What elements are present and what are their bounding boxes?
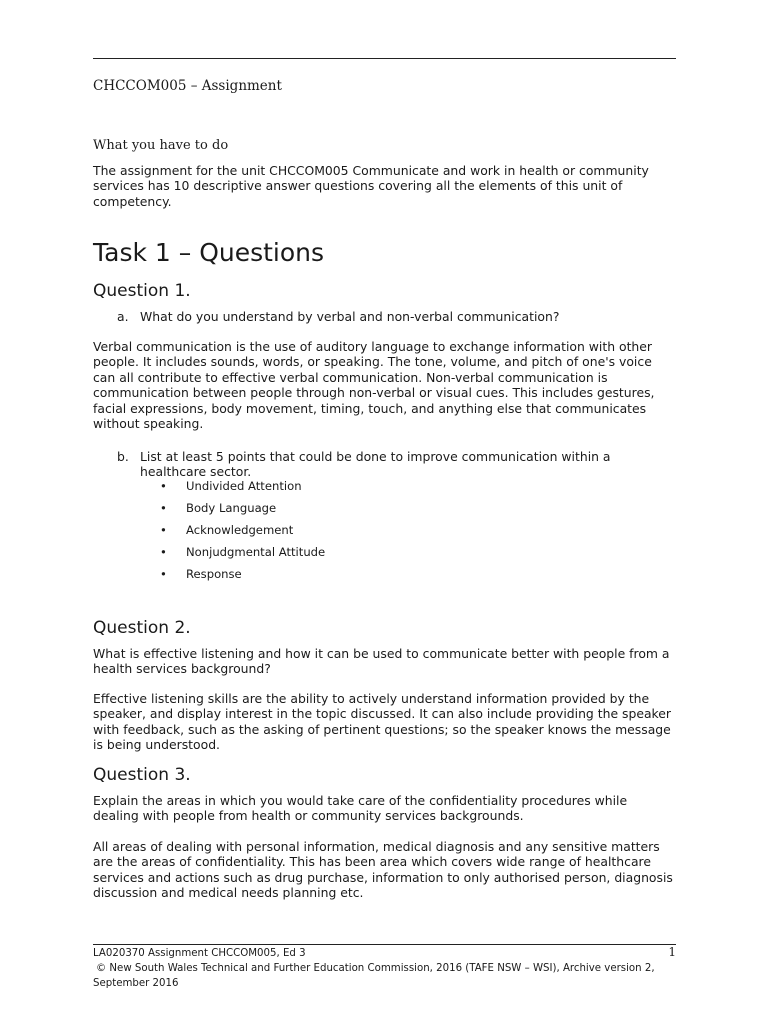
question-3-title: Question 3. [93, 765, 191, 785]
list-item-label: Undivided Attention [186, 479, 302, 493]
list-item [160, 479, 302, 494]
task-title: Task 1 – Questions [93, 238, 325, 267]
question-3-text: Explain the areas in which you would take care of the confidentiality procedures while dealing with people from health or community services backgrounds. [93, 793, 628, 824]
bullet-icon: • [160, 545, 167, 559]
list-item-label: Acknowledgement [186, 523, 294, 537]
list-item [160, 523, 293, 538]
footer-rule [93, 944, 676, 945]
list-item [160, 545, 325, 560]
question-1a-answer: Verbal communication is the use of auditory language to exchange information with other people. It includes sounds, words, or speaking. The tone, volume, and pitch of one's voice can all contribute to effective verbal communication. Non-verbal communication is communication between people through non-verbal or visual cues. This includes gestures, facial expressions, body movement, timing, touch, and anything else that communicates without speaking. [93, 339, 655, 432]
intro-paragraph: The assignment for the unit CHCCOM005 Communicate and work in health or community services has 10 descriptive answer questions covering all the elements of this unit of competency. [93, 163, 649, 209]
bullet-icon: • [160, 567, 167, 581]
question-1b-marker: b. [117, 449, 129, 464]
page-number: 1 [668, 945, 676, 959]
intro-heading: What you have to do [93, 138, 229, 153]
question-1b-text: List at least 5 points that could be done to improve communication within a healthcare sector. [140, 449, 611, 480]
list-item-label: Body Language [186, 501, 277, 515]
list-item-label: Nonjudgmental Attitude [186, 545, 326, 559]
question-1-title: Question 1. [93, 281, 191, 301]
question-3-answer: All areas of dealing with personal information, medical diagnosis and any sensitive matters are the areas of confidentiality. This has been area which covers wide range of healthcare services and actions such as drug purchase, information to only authorised person, diagnosis discussion and medical needs planning etc. [93, 839, 673, 901]
footer-doc-reference: LA020370 Assignment CHCCOM005, Ed 3 [93, 948, 306, 959]
question-2-text: What is effective listening and how it can be used to communicate better with people from a health services background? [93, 646, 670, 677]
question-2-title: Question 2. [93, 618, 191, 638]
list-item-label: Response [186, 567, 242, 581]
question-1a-marker: a. [117, 309, 129, 324]
document-header-title: CHCCOM005 – Assignment [93, 78, 282, 94]
bullet-icon: • [160, 479, 167, 493]
question-2-answer: Effective listening skills are the ability to actively understand information provided by the speaker, and display interest in the topic discussed. It can also include providing the speaker with feedback, such as the asking of pertinent questions; so the speaker knows the message is being understood. [93, 691, 671, 753]
header-rule [93, 58, 676, 59]
footer-copyright: © New South Wales Technical and Further Education Commission, 2016 (TAFE NSW – WSI), Archive version 2, September 2016 [93, 963, 655, 989]
list-item [160, 567, 242, 582]
bullet-icon: • [160, 501, 167, 515]
bullet-icon: • [160, 523, 167, 537]
list-item [160, 501, 276, 516]
question-1a-text: What do you understand by verbal and non-verbal communication? [140, 309, 560, 324]
